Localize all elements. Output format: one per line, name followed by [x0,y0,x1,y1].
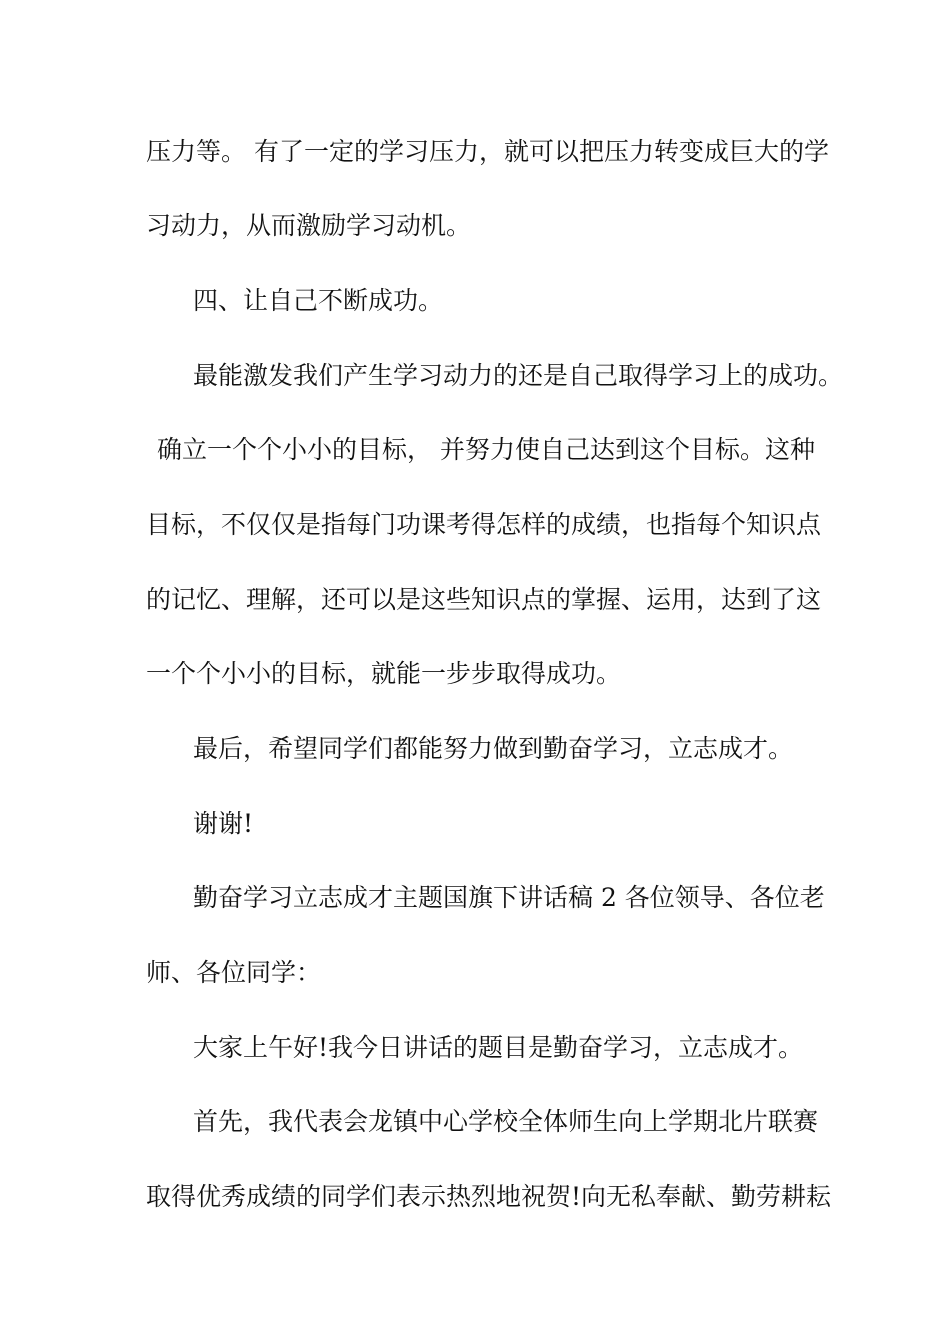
text-line [0,507,950,543]
line-text: 谢谢! [193,809,254,838]
line-text: 师、各位同学： [146,958,322,987]
line-text: 最后，希望同学们都能努力做到勤奋学习，立志成才。 [193,734,794,763]
line-text: 确立一个个小小的目标， 并努力使自己达到这个目标。这种 [157,435,815,464]
text-line [0,1179,950,1215]
line-text: 取得优秀成绩的同学们表示热烈地祝贺!向无私奉献、勤劳耕耘 [146,1182,832,1211]
text-line [0,432,950,468]
text-line [0,1030,950,1066]
line-text: 大家上午好!我今日讲话的题目是勤奋学习，立志成才。 [193,1033,804,1062]
line-text: 的记忆、理解，还可以是这些知识点的掌握、运用，达到了这 [146,585,822,614]
text-line [0,955,950,991]
text-line [0,582,950,618]
text-line [0,880,950,916]
text-line [0,358,950,394]
line-text: 勤奋学习立志成才主题国旗下讲话稿 2 各位领导、各位老 [193,883,825,912]
line-text: 目标，不仅仅是指每门功课考得怎样的成绩，也指每个知识点 [146,510,822,539]
text-line [0,1104,950,1140]
text-line [0,656,950,692]
text-line [0,731,950,767]
line-text: 习动力，从而激励学习动机。 [146,211,472,240]
text-line [0,208,950,244]
text-line [0,806,950,842]
text-line [0,134,950,170]
section-heading [0,283,950,319]
heading-text: 四、让自己不断成功。 [193,286,444,315]
line-text: 压力等。 有了一定的学习压力，就可以把压力转变成巨大的学 [146,137,829,166]
line-text: 最能激发我们产生学习动力的还是自己取得学习上的成功。 [193,361,844,390]
line-text: 一个个小小的目标，就能一步步取得成功。 [146,659,622,688]
line-text: 首先，我代表会龙镇中心学校全体师生向上学期北片联赛 [193,1107,819,1136]
